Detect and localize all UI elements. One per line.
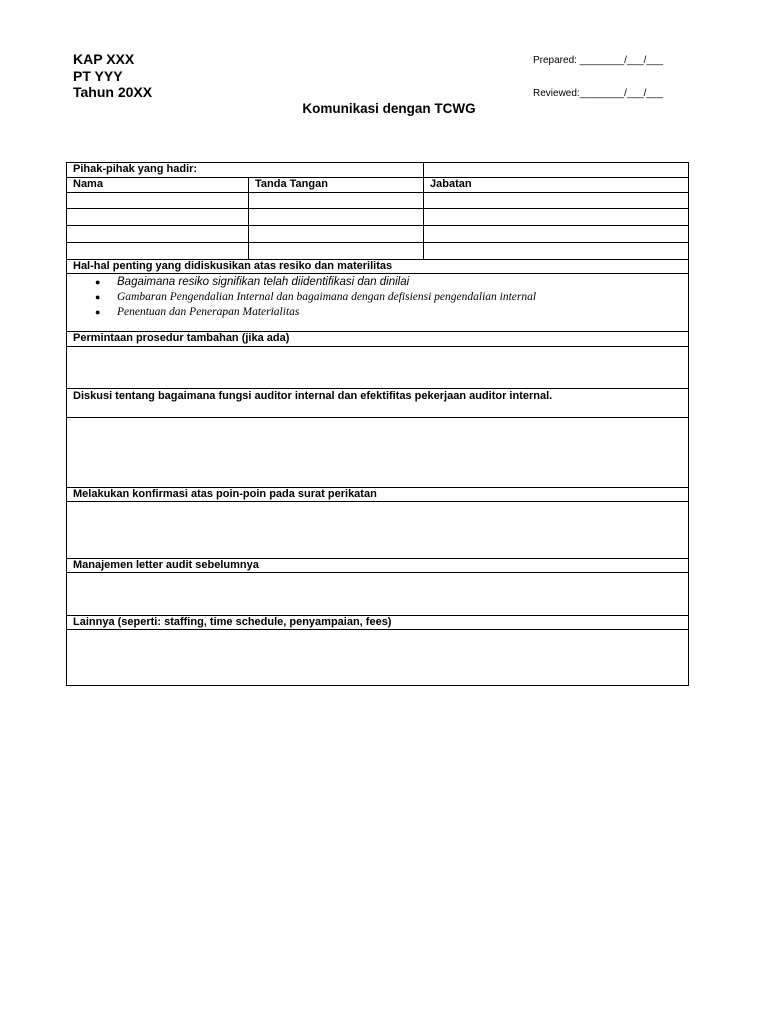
risk-point-text: Penentuan dan Penerapan Materialitas <box>117 306 300 318</box>
attendee-name-cell[interactable] <box>67 243 249 260</box>
attendee-name-cell[interactable] <box>67 209 249 226</box>
col-header-nama: Nama <box>67 178 249 193</box>
attendee-signature-cell[interactable] <box>249 209 424 226</box>
internal-audit-field[interactable] <box>67 418 689 488</box>
attendee-position-cell[interactable] <box>424 209 689 226</box>
risk-point-text: Gambaran Pengendalian Internal dan bagaimana dengan defisiensi pengendalian internal <box>117 291 537 303</box>
reviewed-signoff[interactable]: Reviewed:________/___/___ <box>533 88 664 99</box>
other-heading: Lainnya (seperti: staffing, time schedule, penyampaian, fees) <box>67 616 689 630</box>
internal-audit-heading: Diskusi tentang bagaimana fungsi auditor internal dan efektifitas pekerjaan auditor internal. <box>67 389 689 418</box>
attendee-position-cell[interactable] <box>424 226 689 243</box>
attendee-position-cell[interactable] <box>424 243 689 260</box>
page-title: Komunikasi dengan TCWG <box>302 101 476 116</box>
col-header-tanda-tangan: Tanda Tangan <box>249 178 424 193</box>
firm-name: KAP XXX <box>73 51 135 67</box>
attendee-row <box>67 209 689 226</box>
management-letter-heading: Manajemen letter audit sebelumnya <box>67 559 689 573</box>
attendee-position-cell[interactable] <box>424 193 689 209</box>
attendee-row <box>67 193 689 209</box>
prepared-signoff[interactable]: Prepared: ________/___/___ <box>533 55 664 66</box>
header-entity-block <box>73 51 152 101</box>
bullet-icon: ● <box>95 277 101 287</box>
attendee-signature-cell[interactable] <box>249 243 424 260</box>
additional-procedures-heading: Permintaan prosedur tambahan (jika ada) <box>67 332 689 347</box>
confirmation-heading: Melakukan konfirmasi atas poin-poin pada surat perikatan <box>67 488 689 502</box>
tcwg-form-table <box>66 162 689 686</box>
attendee-row <box>67 243 689 260</box>
bullet-icon: ● <box>95 292 101 302</box>
attendee-signature-cell[interactable] <box>249 226 424 243</box>
year-label: Tahun 20XX <box>73 84 153 100</box>
bullet-icon: ● <box>95 307 101 317</box>
risk-points-cell[interactable] <box>67 274 689 332</box>
list-item <box>95 290 682 305</box>
other-field[interactable] <box>67 630 689 686</box>
management-letter-field[interactable] <box>67 573 689 616</box>
client-name: PT YYY <box>73 67 123 84</box>
attendees-label: Pihak-pihak yang hadir: <box>67 163 424 178</box>
additional-procedures-field[interactable] <box>67 347 689 389</box>
risk-section-heading: Hal-hal penting yang didiskusikan atas resiko dan materilitas <box>67 260 689 274</box>
col-header-jabatan: Jabatan <box>424 178 689 193</box>
attendees-blank-cell[interactable] <box>424 163 689 178</box>
list-item <box>95 305 682 320</box>
attendee-signature-cell[interactable] <box>249 193 424 209</box>
confirmation-field[interactable] <box>67 502 689 559</box>
risk-points-list <box>73 274 682 320</box>
attendee-row <box>67 226 689 243</box>
list-item <box>95 275 682 290</box>
attendee-name-cell[interactable] <box>67 226 249 243</box>
risk-point-text: Bagaimana resiko signifikan telah diidentifikasi dan dinilai <box>117 276 410 288</box>
attendee-name-cell[interactable] <box>67 193 249 209</box>
